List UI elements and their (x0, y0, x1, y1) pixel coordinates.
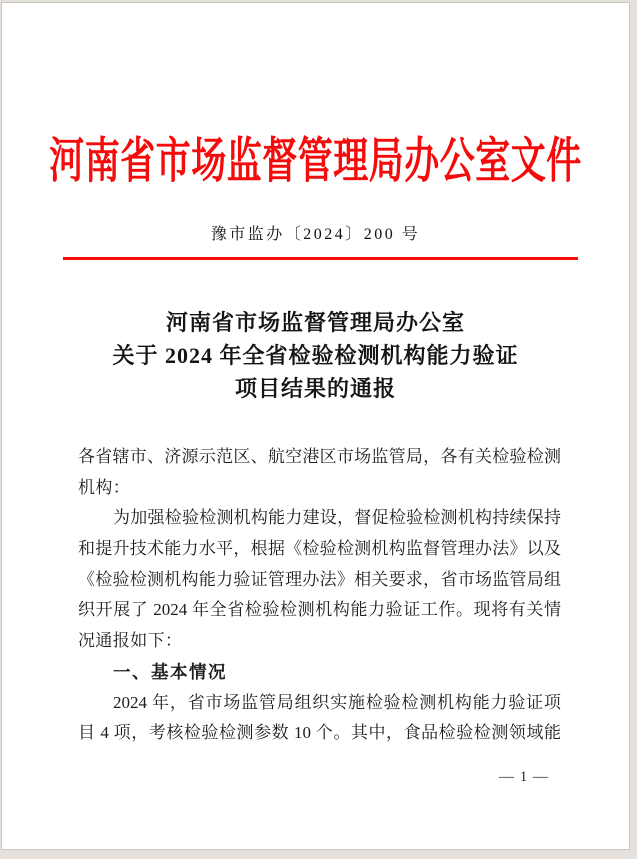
document-page (1, 2, 630, 850)
body-line: 织开展了 2024 年全省检验检测机构能力验证工作。现将有关情 (78, 600, 561, 620)
body-line: 目 4 项，考核检验检测参数 10 个。其中，食品检验检测领域能 (78, 723, 561, 743)
document-title-line-2: 关于 2024 年全省检验检测机构能力验证 (112, 343, 519, 369)
body-line: 和提升技术能力水平，根据《检验检测机构监督管理办法》以及 (78, 539, 561, 559)
document-number: 豫市监办〔2024〕200 号 (210, 226, 421, 243)
body-line: 况通报如下： (78, 631, 183, 651)
body-line: 《检验检测机构能力验证管理办法》相关要求，省市场监管局组 (78, 569, 561, 589)
document-title-line-1: 河南省市场监督管理局办公室 (165, 310, 465, 335)
body-line: 机构： (78, 477, 131, 497)
body-line: 2024 年，省市场监管局组织实施检验检测机构能力验证项 (113, 692, 561, 712)
body-text (78, 442, 561, 749)
page-number: — 1 — (499, 769, 549, 785)
document-title-line-3: 项目结果的通报 (234, 376, 396, 402)
document-title (2, 306, 629, 406)
section-heading: 一、基本情况 (113, 661, 227, 682)
body-line: 各省辖市、济源示范区、航空港区市场监管局，各有关检验检测 (78, 447, 561, 466)
document-header-title: 河南省市场监督管理局办公室文件 (49, 134, 582, 189)
body-line: 为加强检验检测机构能力建设，督促检验检测机构持续保持 (113, 508, 561, 528)
red-divider-line (63, 257, 578, 260)
